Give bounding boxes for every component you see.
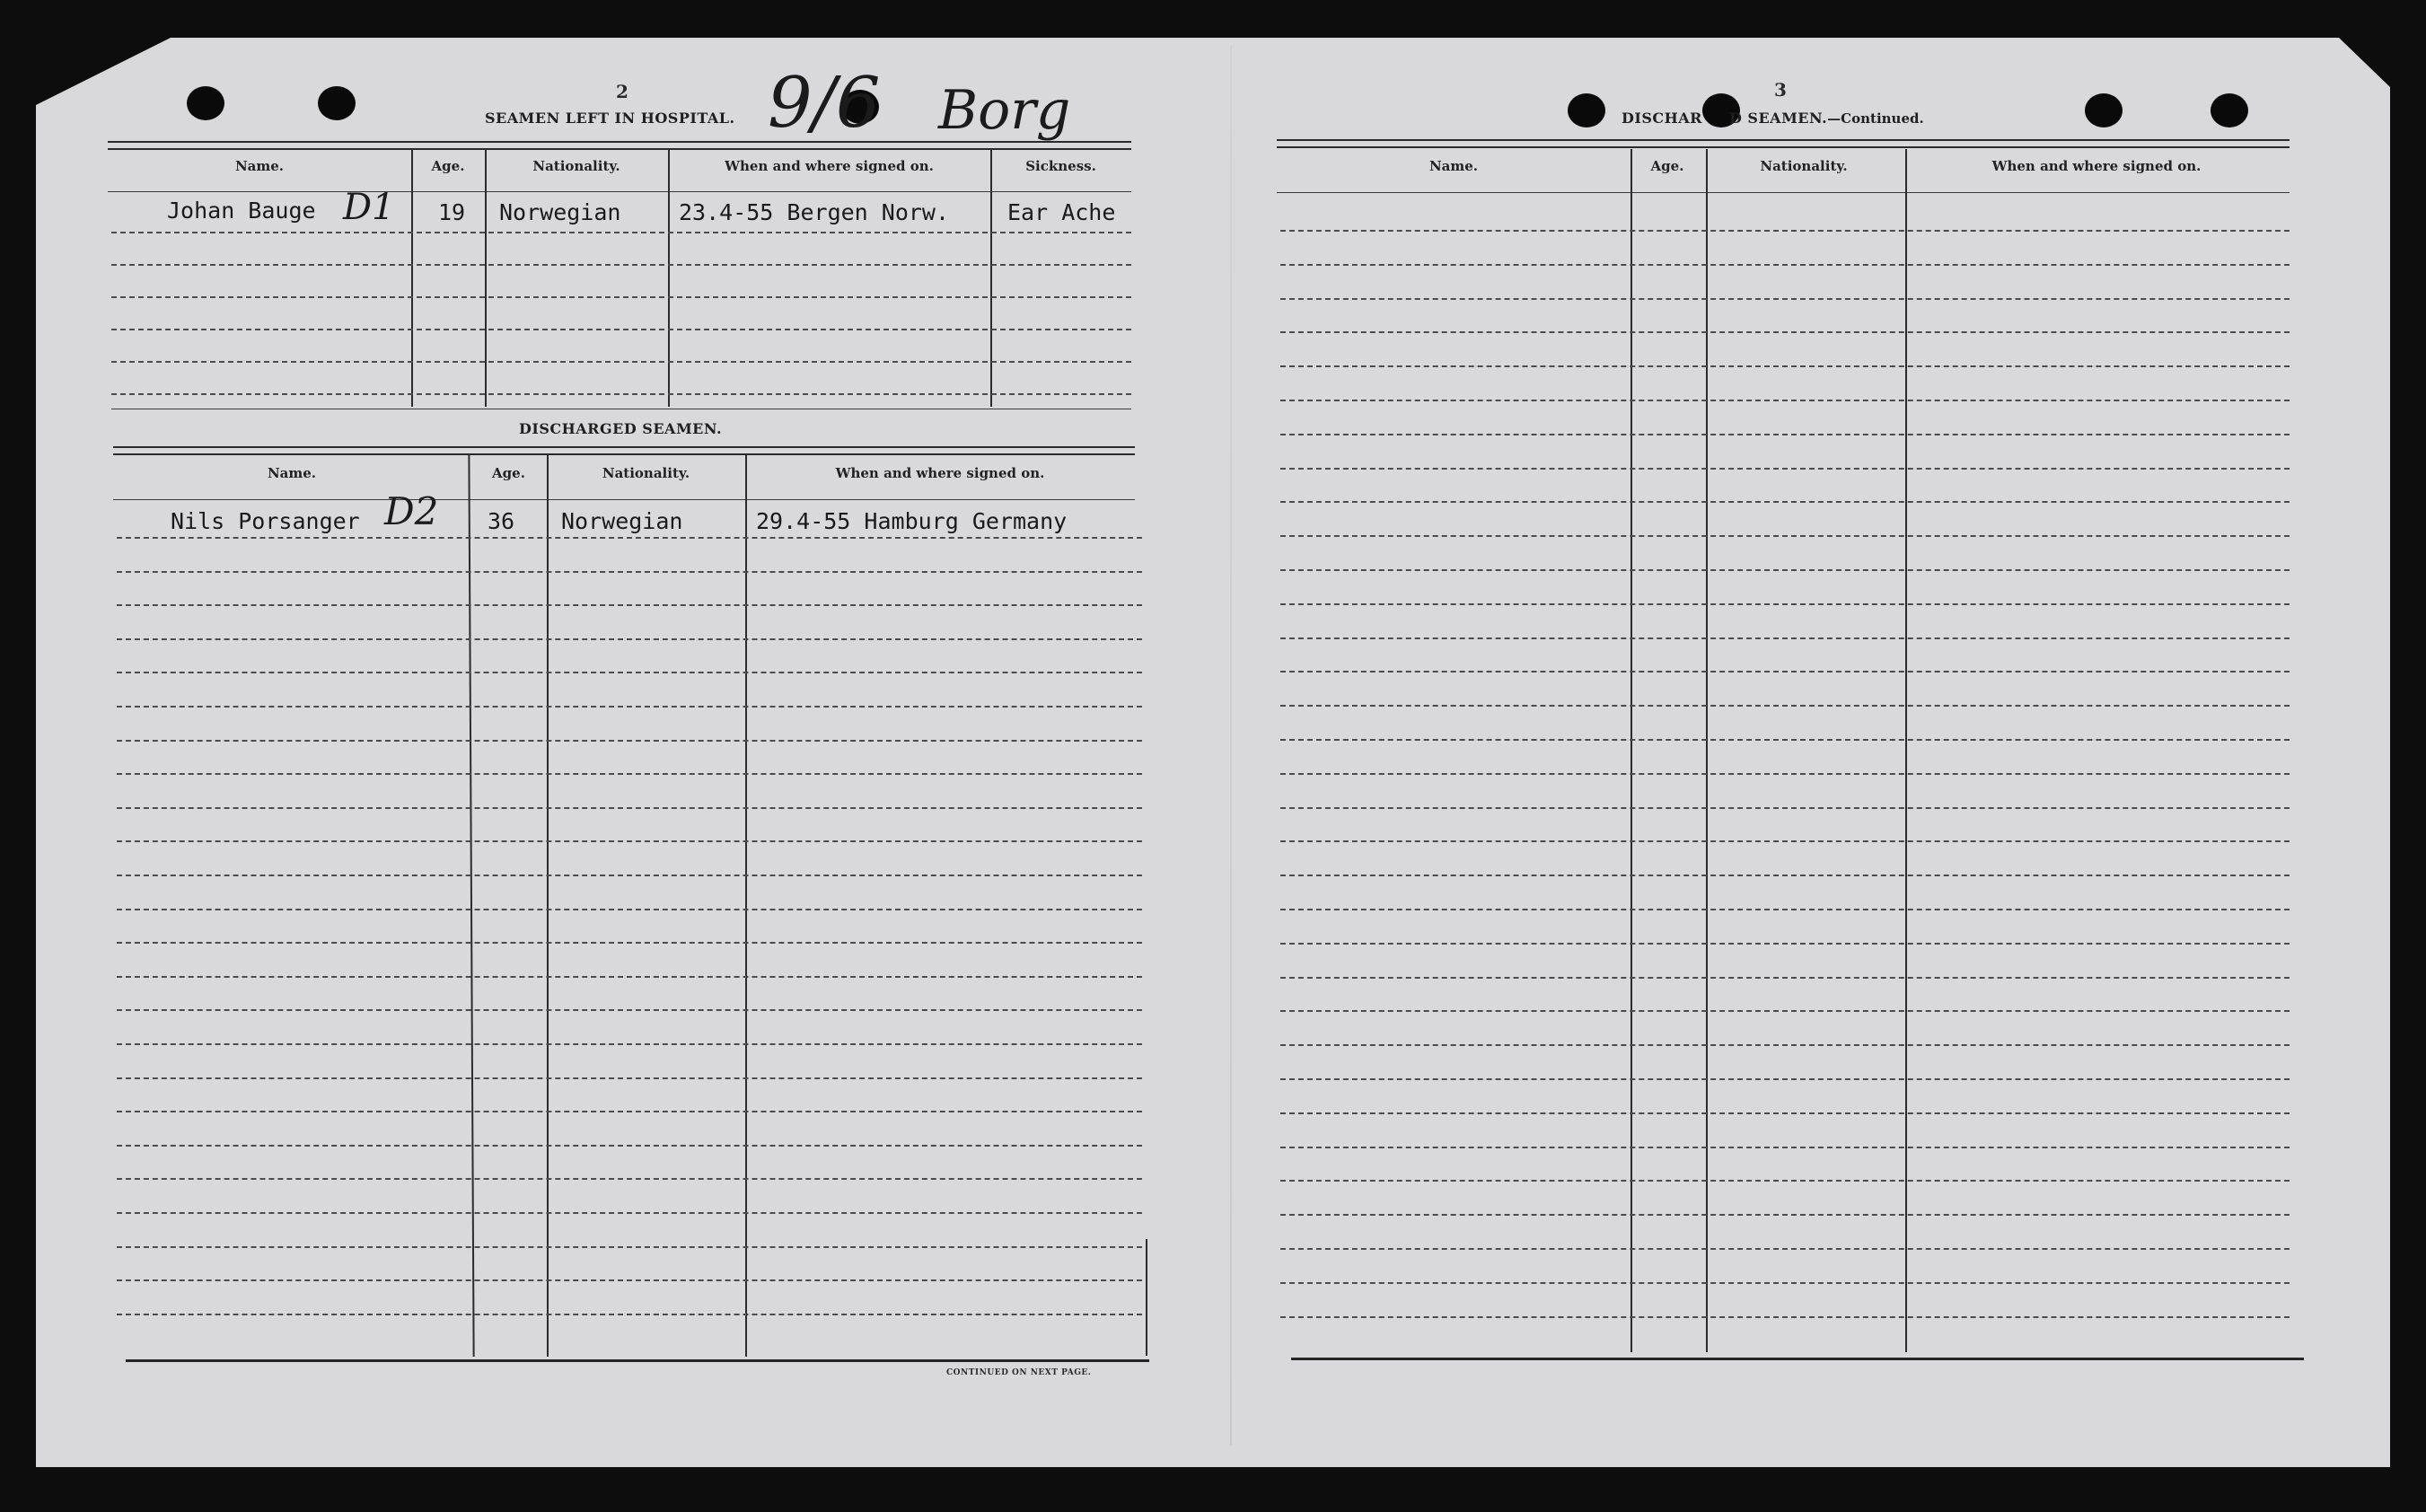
- right-row-line: [1280, 400, 2290, 401]
- right-col-age: Age.: [1650, 158, 1684, 174]
- hospital-row-line: [111, 232, 1131, 233]
- discharged-row-line: [117, 909, 1142, 910]
- right-row-line: [1280, 1010, 2290, 1012]
- right-row-line: [1280, 1214, 2290, 1216]
- right-header-rule: [1277, 192, 2290, 193]
- discharged-row-line: [117, 1043, 1142, 1045]
- hospital-col-nationality: Nationality.: [532, 158, 620, 174]
- right-row-line: [1280, 1078, 2290, 1080]
- discharged-row-line: [117, 638, 1142, 640]
- right-row-line: [1280, 1282, 2290, 1284]
- right-col-name: Name.: [1428, 158, 1479, 174]
- right-row-line: [1280, 264, 2290, 266]
- discharged-table-bottom-rule: [126, 1359, 1149, 1362]
- right-page-number: 3: [1774, 79, 1787, 101]
- continued-footer: CONTINUED ON NEXT PAGE.: [946, 1368, 1092, 1377]
- right-table-bottom-rule: [1291, 1358, 2304, 1360]
- discharged-col-nationality: Nationality.: [602, 465, 690, 481]
- discharged-section-title: DISCHARGED SEAMEN.: [519, 420, 723, 437]
- right-row-line: [1280, 331, 2290, 333]
- right-col-nationality: Nationality.: [1760, 158, 1848, 174]
- punch-hole: [2085, 93, 2123, 127]
- right-row-line: [1280, 773, 2290, 775]
- right-row-line: [1280, 535, 2290, 537]
- right-title-start: DISCHAR: [1622, 110, 1702, 127]
- right-row-line: [1280, 807, 2290, 809]
- right-row-line: [1280, 943, 2290, 945]
- right-row-line: [1280, 1316, 2290, 1318]
- right-col-divider: [1706, 149, 1708, 1352]
- right-title-suffix: —Continued.: [1827, 110, 1924, 127]
- hospital-col-divider: [990, 150, 992, 407]
- hospital-cell-age: 19: [438, 199, 466, 225]
- hospital-col-name: Name.: [234, 158, 285, 174]
- right-col-divider: [1905, 149, 1907, 1352]
- discharged-col-name: Name.: [267, 465, 317, 481]
- right-row-line: [1280, 840, 2290, 842]
- right-row-line: [1280, 468, 2290, 470]
- discharged-cell-nationality: Norwegian: [561, 508, 683, 534]
- hospital-cell-nationality: Norwegian: [499, 199, 621, 225]
- discharged-col-signed-on: When and where signed on.: [835, 465, 1045, 481]
- right-row-line: [1280, 705, 2290, 707]
- hospital-row-line: [111, 329, 1131, 330]
- left-page-number: 2: [616, 81, 628, 102]
- right-title-end: D SEAMEN.: [1728, 110, 1828, 127]
- discharged-row-line: [117, 807, 1142, 809]
- discharged-row-line: [117, 1077, 1142, 1079]
- discharged-row-line: [117, 1279, 1142, 1281]
- hospital-row-line: [111, 296, 1131, 298]
- hospital-table-top-rule: [108, 141, 1131, 150]
- hospital-row-line: [111, 393, 1131, 395]
- hospital-row-line: [111, 264, 1131, 266]
- hospital-col-divider: [668, 150, 670, 407]
- right-page-title: [1622, 110, 1924, 127]
- discharged-row-line: [117, 1246, 1142, 1248]
- hospital-col-divider: [485, 150, 487, 407]
- right-row-line: [1280, 603, 2290, 605]
- punch-hole: [1568, 93, 1605, 127]
- discharged-row-line: [117, 740, 1142, 742]
- discharged-col-divider: [1146, 1239, 1147, 1356]
- discharged-col-divider: [547, 455, 549, 1357]
- hospital-col-age: Age.: [431, 158, 465, 174]
- hospital-cell-name: Johan Bauge: [167, 198, 316, 224]
- discharged-row-line: [117, 1178, 1142, 1180]
- discharged-header-rule: [113, 499, 1135, 500]
- discharged-row-line: [117, 1111, 1142, 1112]
- right-row-line: [1280, 1248, 2290, 1250]
- right-col-signed-on: When and where signed on.: [1991, 158, 2202, 174]
- hospital-cell-sickness: Ear Ache: [1007, 199, 1116, 225]
- discharged-cell-name: Nils Porsanger: [171, 508, 360, 534]
- discharged-col-divider: [745, 455, 747, 1357]
- discharged-row-line: [117, 840, 1142, 842]
- right-row-line: [1280, 909, 2290, 910]
- discharged-row-line: [117, 942, 1142, 944]
- right-row-line: [1280, 1147, 2290, 1148]
- right-col-divider: [1631, 149, 1632, 1352]
- discharged-row-line: [117, 537, 1142, 539]
- right-row-line: [1280, 637, 2290, 639]
- right-row-line: [1280, 230, 2290, 232]
- right-row-line: [1280, 1180, 2290, 1182]
- discharged-row-line: [117, 976, 1142, 978]
- hospital-cell-signed-on: 23.4-55 Bergen Norw.: [679, 199, 950, 225]
- right-row-line: [1280, 875, 2290, 876]
- hospital-section-title: SEAMEN LEFT IN HOSPITAL.: [485, 110, 735, 127]
- discharged-row-line: [117, 1145, 1142, 1147]
- right-row-line: [1280, 1112, 2290, 1114]
- hospital-row-line: [111, 361, 1131, 363]
- punch-hole: [318, 86, 356, 120]
- right-row-line: [1280, 1044, 2290, 1046]
- hospital-col-divider: [411, 150, 413, 407]
- punch-hole: [187, 86, 224, 120]
- right-row-line: [1280, 298, 2290, 300]
- right-row-line: [1280, 434, 2290, 435]
- right-row-line: [1280, 977, 2290, 979]
- handwritten-fraction: 9/6: [768, 63, 881, 144]
- handwritten-word: Borg: [938, 79, 1071, 142]
- document-sheet: [36, 38, 2390, 1467]
- discharged-row-line: [117, 875, 1142, 876]
- hospital-cell-mark: D1: [343, 187, 395, 228]
- hospital-col-signed-on: When and where signed on.: [725, 158, 934, 174]
- right-row-line: [1280, 739, 2290, 741]
- discharged-table-top-rule: [113, 446, 1135, 455]
- hospital-col-sickness: Sickness.: [1025, 158, 1096, 174]
- right-table-top-rule: [1277, 139, 2290, 148]
- discharged-col-age: Age.: [492, 465, 525, 481]
- discharged-row-line: [117, 571, 1142, 573]
- center-fold: [1230, 45, 1232, 1446]
- discharged-row-line: [117, 706, 1142, 708]
- discharged-cell-age: 36: [488, 508, 515, 534]
- discharged-row-line: [117, 604, 1142, 606]
- punch-hole: [2211, 93, 2248, 127]
- right-row-line: [1280, 365, 2290, 367]
- discharged-row-line: [117, 672, 1142, 673]
- discharged-row-line: [117, 1009, 1142, 1011]
- discharged-cell-signed-on: 29.4-55 Hamburg Germany: [756, 508, 1068, 534]
- discharged-cell-mark: D2: [384, 489, 439, 533]
- discharged-row-line: [117, 1314, 1142, 1315]
- discharged-row-line: [117, 773, 1142, 775]
- right-row-line: [1280, 569, 2290, 571]
- discharged-row-line: [117, 1212, 1142, 1214]
- hospital-header-rule: [108, 191, 1131, 192]
- right-row-line: [1280, 501, 2290, 503]
- right-row-line: [1280, 671, 2290, 672]
